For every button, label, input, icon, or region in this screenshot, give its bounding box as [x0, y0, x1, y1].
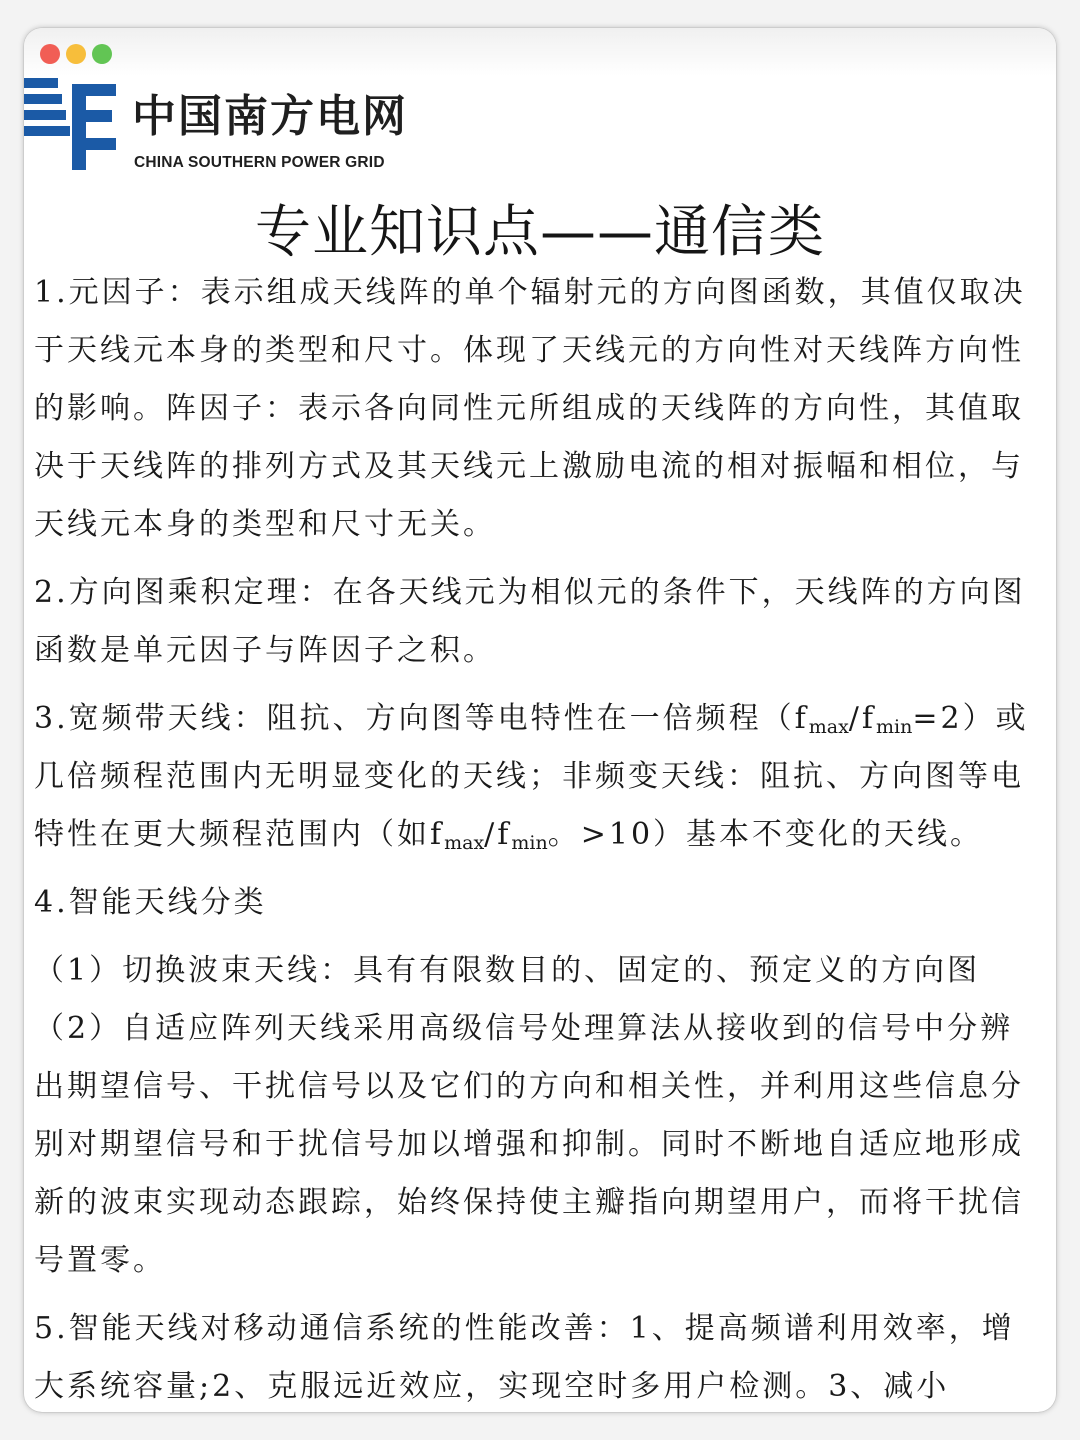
paragraph-3-part-e: 。>10）基本不变化的天线。 — [547, 817, 984, 852]
paragraph-4-item-2: （2）自适应阵列天线采用高级信号处理算法从接收到的信号中分辨出期望信号、干扰信号以及它们的方向和相关性，并利用这些信息分别对期望信号和于扰信号加以增强和抑制。同时不断地自适应地形成新的波束实现动态跟踪，始终保持使主瓣指向期望用户，而将干扰信号置零。 — [34, 1011, 1024, 1278]
subscript-max-1: max — [808, 715, 849, 738]
paragraph-4-item-1: （1）切换波束天线：具有有限数目的、固定的、预定义的方向图 — [34, 953, 981, 988]
paragraph-3-part-c: =2）或几倍频程范围内无明显变化的天线；非频变天线：阻抗、方向图等电特性在更大频程范围内（如f — [34, 701, 1029, 852]
minimize-window-button[interactable] — [66, 44, 86, 64]
china-southern-power-grid-logo-icon — [24, 74, 120, 174]
subscript-min-1: min — [876, 715, 913, 738]
subscript-min-2: min — [511, 831, 548, 854]
paragraph-3-part-b: /f — [848, 701, 877, 736]
paragraph-2: 2.方向图乘积定理：在各天线元为相似元的条件下，天线阵的方向图函数是单元因子与阵因子之积。 — [34, 575, 1026, 668]
company-logo — [24, 74, 464, 174]
close-window-button[interactable] — [40, 44, 60, 64]
paragraph-5: 5.智能天线对移动通信系统的性能改善：1、提高频谱利用效率，增大系统容量;2、克服远近效应，实现空时多用户检测。3、减小 — [34, 1311, 1015, 1404]
paragraph-1: 1.元因子：表示组成天线阵的单个辐射元的方向图函数，其值仅取决于天线元本身的类型和尺寸。体现了天线元的方向性对天线阵方向性的影响。阵因子：表示各向同性元所组成的天线阵的方向性，其值取决于天线阵的排列方式及其天线元上激励电流的相对振幅和相位，与天线元本身的类型和尺寸无关。 — [34, 275, 1026, 542]
title-bar — [24, 28, 1056, 76]
browser-window — [24, 28, 1056, 1412]
subscript-max-2: max — [444, 831, 485, 854]
paragraph-3-part-a: 3.宽频带天线：阻抗、方向图等电特性在一倍频程（f — [34, 701, 809, 736]
zoom-window-button[interactable] — [92, 44, 112, 64]
paragraph-4-heading: 4.智能天线分类 — [34, 885, 267, 920]
page-title: 专业知识点——通信类 — [255, 200, 825, 265]
article-body — [34, 264, 1046, 1412]
paragraph-3 — [34, 690, 1046, 864]
logo-english-name: CHINA SOUTHERN POWER GRID — [134, 154, 385, 171]
paragraph-3-part-d: /f — [484, 817, 512, 852]
logo-chinese-name: 中国南方电网 — [132, 91, 408, 142]
